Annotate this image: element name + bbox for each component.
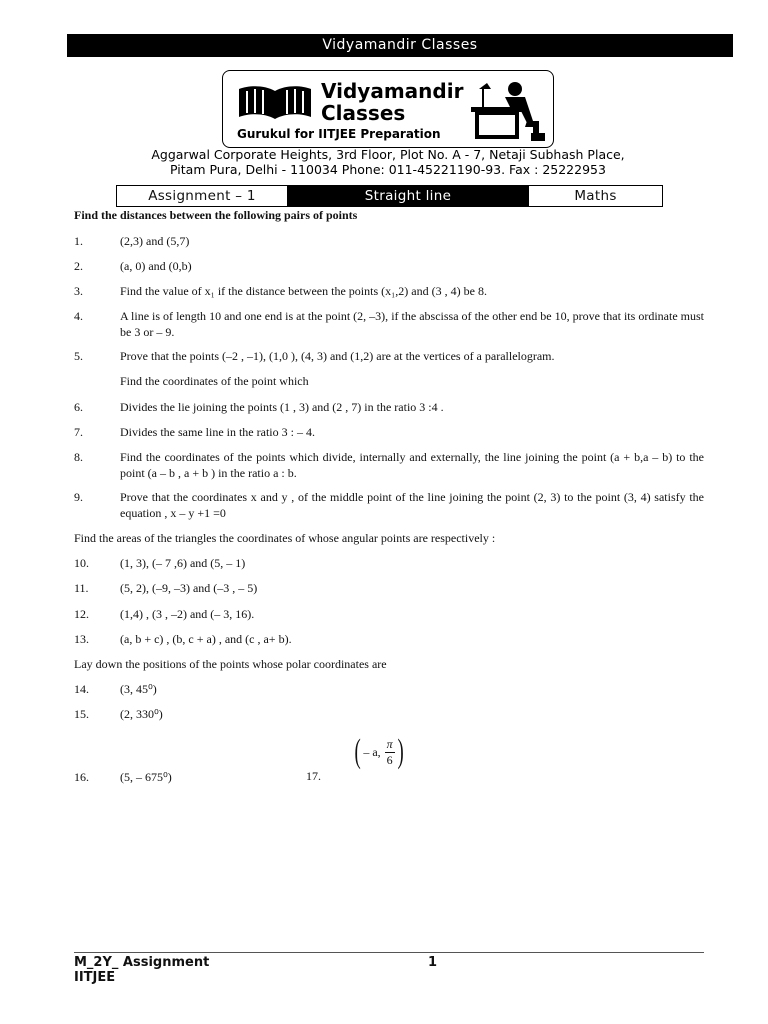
question-item <box>74 399 704 415</box>
question-item <box>74 580 704 596</box>
question-text: (2,3) and (5,7) <box>120 234 190 248</box>
question-text: (a, b + c) , (b, c + a) , and (c , a+ b). <box>120 632 292 646</box>
question-text: Prove that the points (–2 , –1), (1,0 ), (4, 3) and (1,2) are at the vertices of a parallelogram. <box>120 349 555 363</box>
assignment-topic: Straight line <box>287 186 529 206</box>
question-item <box>74 308 704 340</box>
question-text: Divides the same line in the ratio 3 : – 4. <box>120 425 315 439</box>
question-text: (1,4) , (3 , –2) and (– 3, 16). <box>120 607 255 621</box>
question-number: 7. <box>74 425 83 439</box>
book-icon <box>235 83 315 123</box>
question-item <box>74 706 704 722</box>
question-number: 6. <box>74 400 83 414</box>
question-text: (5, – 675⁰) <box>120 770 172 784</box>
question-item <box>74 449 704 481</box>
question-text: A line is of length 10 and one end is at the point (2, –3), if the abscissa of the other end be 10, prove that its ordinate must be 3 or – 9. <box>120 309 704 339</box>
assignment-subject: Maths <box>574 188 617 204</box>
footer-divider <box>74 952 704 953</box>
student-at-desk-icon <box>469 77 547 143</box>
page-number: 1 <box>428 955 438 970</box>
question-number: 5. <box>74 349 83 363</box>
question-text: Divides the lie joining the points (1 , 3) and (2 , 7) in the ratio 3 :4 . <box>120 400 444 414</box>
logo-tagline: Gurukul for IITJEE Preparation <box>237 127 441 141</box>
polar-coordinate-formula <box>352 734 406 770</box>
left-paren: ( <box>354 733 361 770</box>
question-item <box>74 631 704 647</box>
question-item <box>74 555 704 571</box>
question-number: 14. <box>74 682 89 696</box>
question-item <box>74 424 704 440</box>
areas-intro: Find the areas of the triangles the coordinates of whose angular points are respectively : <box>74 531 496 545</box>
footer-label: M_2Y_ Assignment IITJEE <box>74 955 210 985</box>
formula-prefix: – a, <box>363 744 381 759</box>
question-item <box>74 283 704 299</box>
pi-over-six-fraction <box>385 737 395 768</box>
question-item <box>74 769 704 785</box>
question-number: 9. <box>74 490 83 504</box>
question-text: (a, 0) and (0,b) <box>120 259 192 273</box>
question-item <box>74 681 704 697</box>
question-item <box>74 258 704 274</box>
question-item <box>74 233 704 249</box>
question-number: 11. <box>74 581 89 595</box>
header-banner: Vidyamandir Classes <box>67 34 733 57</box>
question-text: (2, 330⁰) <box>120 707 163 721</box>
question-number-17: 17. <box>306 769 321 783</box>
fraction-numerator: π <box>386 736 393 751</box>
question-number: 8. <box>74 450 83 464</box>
institute-address: Aggarwal Corporate Heights, 3rd Floor, Plot No. A - 7, Netaji Subhash Place, Pitam Pura, Delhi - 110034 Phone: 011-45221190-93. Fax : 25222953 <box>151 147 625 177</box>
question-text: (3, 45⁰) <box>120 682 157 696</box>
logo <box>222 70 554 148</box>
question-number: 16. <box>74 770 89 784</box>
find-coordinates-intro: Find the coordinates of the point which <box>120 374 309 388</box>
assignment-bar <box>116 185 663 207</box>
question-text: (1, 3), (– 7 ,6) and (5, – 1) <box>120 556 246 570</box>
question-item <box>74 489 704 521</box>
question-number: 1. <box>74 234 83 248</box>
question-text: Prove that the coordinates x and y , of the middle point of the line joining the point (2, 3) to the point (3, 4) satisfy the equation , x – y +1 =0 <box>120 490 704 520</box>
question-number: 2. <box>74 259 83 273</box>
logo-wordmark: Vidyamandir Classes <box>321 79 464 125</box>
question-item <box>74 348 704 364</box>
question-text: Find the coordinates of the points which divide, internally and externally, the line joining the point (a + b,a – b) to the point (a – b , a + b ) in the ratio a : b. <box>120 450 704 480</box>
question-text: Find the value of x₁ if the distance between the points (x₁,2) and (3 , 4) be 8. <box>120 284 487 298</box>
question-number: 15. <box>74 707 89 721</box>
section-heading-distances: Find the distances between the following pairs of points <box>74 208 358 222</box>
fraction-denominator: 6 <box>386 752 393 767</box>
question-number: 12. <box>74 607 89 621</box>
question-number: 4. <box>74 309 83 323</box>
polar-intro: Lay down the positions of the points whose polar coordinates are <box>74 657 387 671</box>
question-text: (5, 2), (–9, –3) and (–3 , – 5) <box>120 581 258 595</box>
assignment-number: Assignment – 1 <box>148 188 256 204</box>
question-number: 3. <box>74 284 83 298</box>
question-number: 10. <box>74 556 89 570</box>
right-paren: ) <box>397 733 404 770</box>
question-item <box>74 606 704 622</box>
question-number: 13. <box>74 632 89 646</box>
